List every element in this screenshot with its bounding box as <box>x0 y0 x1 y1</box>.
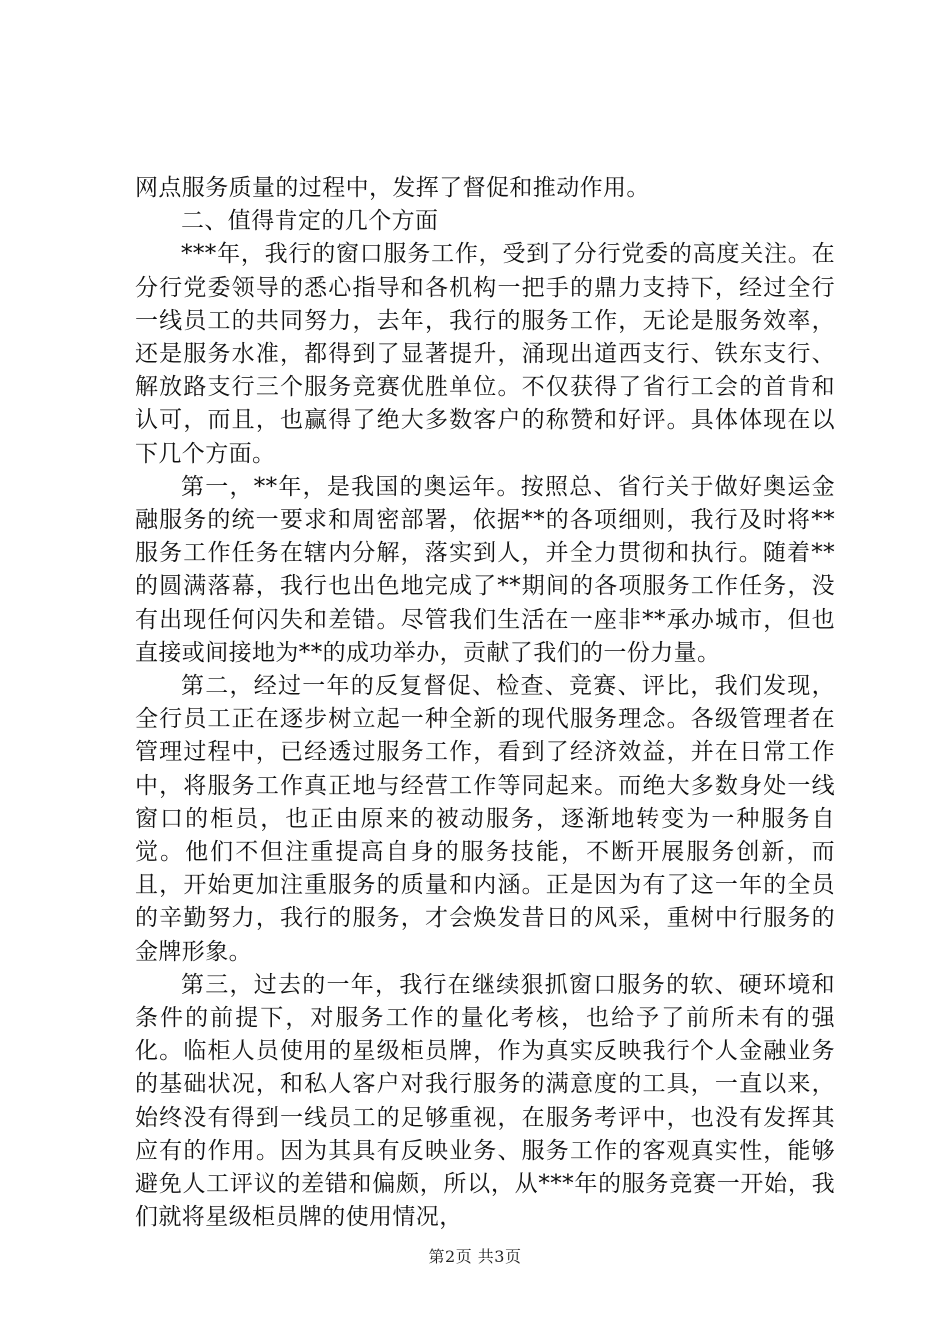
document-body <box>135 172 835 1235</box>
paragraph-second-point: 第二，经过一年的反复督促、检查、竞赛、评比，我们发现，全行员工正在逐步树立起一种全新的现代服务理念。各级管理者在管理过程中，已经透过服务工作，看到了经济效益，并在日常工作中，将服务工作真正地与经营工作等同起来。而绝大多数身处一线窗口的柜员，也正由原来的被动服务，逐渐地转变为一种服务自觉。他们不但注重提高自身的服务技能，不断开展服务创新，而且，开始更加注重服务的质量和内涵。正是因为有了这一年的全员的辛勤努力，我行的服务，才会焕发昔日的风采，重树中行服务的金牌形象。 <box>135 673 835 965</box>
section-heading: 二、值得肯定的几个方面 <box>181 208 439 235</box>
paragraph-third-point: 第三，过去的一年，我行在继续狠抓窗口服务的软、硬环境和条件的前提下，对服务工作的量化考核，也给予了前所未有的强化。临柜人员使用的星级柜员牌，作为真实反映我行个人金融业务的基础状况，和私人客户对我行服务的满意度的工具，一直以来，始终没有得到一线员工的足够重视，在服务考评中，也没有发挥其应有的作用。因为其具有反映业务、服务工作的客观真实性，能够避免人工评议的差错和偏颇，所以，从***年的服务竞赛一开始，我们就将星级柜员牌的使用情况， <box>135 971 835 1231</box>
paragraph-first-point: 第一，**年，是我国的奥运年。按照总、省行关于做好奥运金融服务的统一要求和周密部署，依据**的各项细则，我行及时将**服务工作任务在辖内分解，落实到人，并全力贯彻和执行。随着**的圆满落幕，我行也出色地完成了**期间的各项服务工作任务，没有出现任何闪失和差错。尽管我们生活在一座非**承办城市，但也直接或间接地为**的成功举办，贡献了我们的一份力量。 <box>135 473 835 666</box>
paragraph-continuation: 网点服务质量的过程中，发挥了督促和推动作用。 <box>135 175 650 201</box>
page-footer: 第2页 共3页 <box>428 1247 522 1266</box>
paragraph-intro: ***年，我行的窗口服务工作，受到了分行党委的高度关注。在分行党委领导的悉心指导和各机构一把手的鼎力支持下，经过全行一线员工的共同努力，去年，我行的服务工作，无论是服务效率，还是服务水准，都得到了显著提升，涌现出道西支行、铁东支行、解放路支行三个服务竞赛优胜单位。不仅获得了省行工会的首肯和认可，而且，也赢得了绝大多数客户的称赞和好评。具体体现在以下几个方面。 <box>135 241 835 467</box>
